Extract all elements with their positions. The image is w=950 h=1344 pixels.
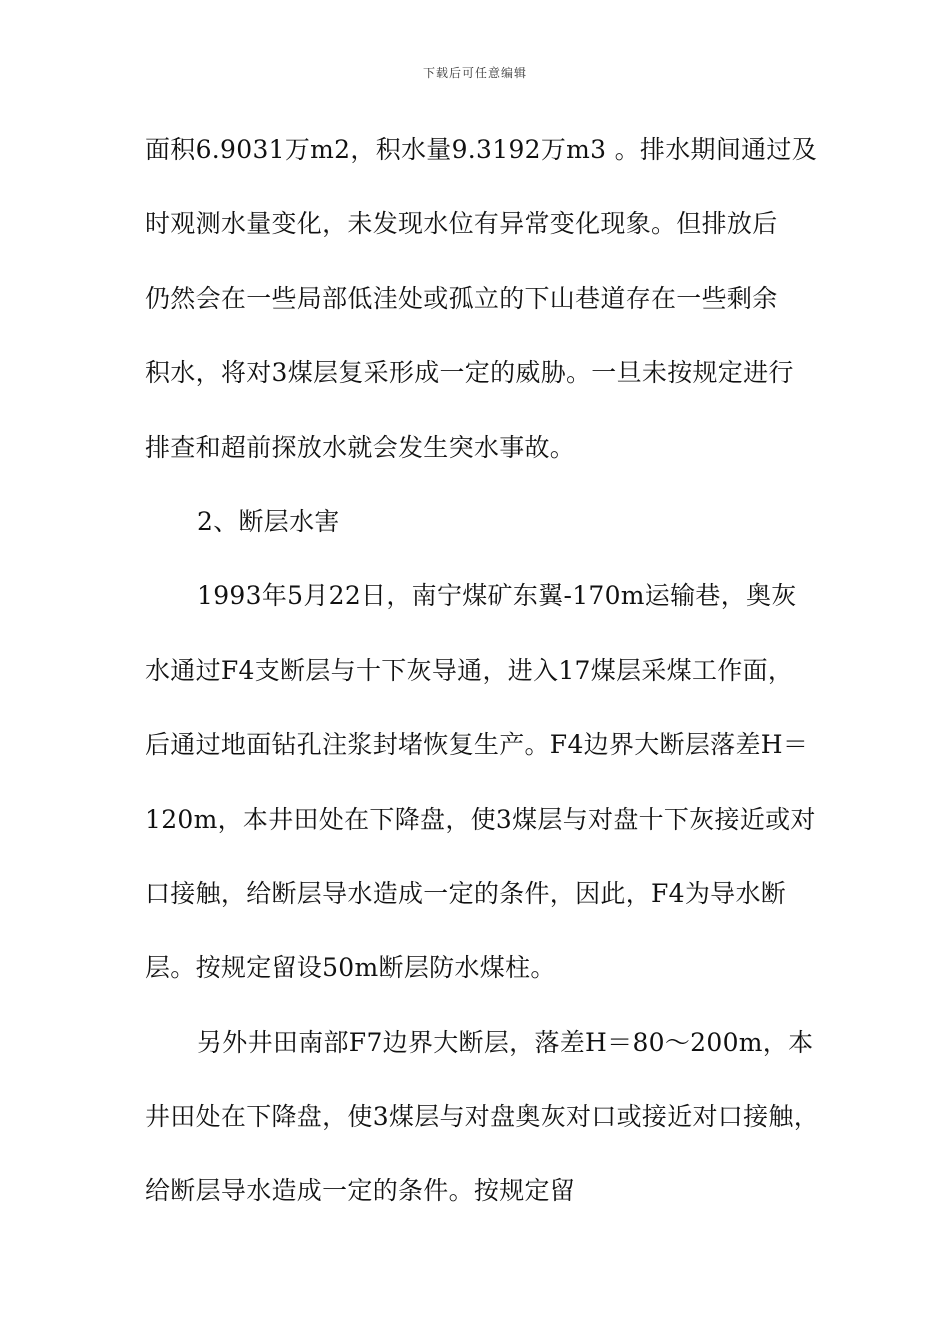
text-line: 后通过地面钻孔注浆封堵恢复生产。F4边界大断层落差H＝ <box>145 730 809 760</box>
text-line: 120m，本井田处在下降盘，使3煤层与对盘十下灰接近或对 <box>145 804 816 834</box>
text-line: 层。按规定留设50m断层防水煤柱。 <box>145 953 556 983</box>
text-line: 仍然会在一些局部低洼处或孤立的下山巷道存在一些剩余 <box>145 283 778 313</box>
text-line: 另外井田南部F7边界大断层，落差H＝80～200m，本 <box>197 1027 814 1057</box>
text-line: 积水，将对3煤层复采形成一定的威胁。一旦未按规定进行 <box>145 358 794 388</box>
text-line: 井田处在下降盘，使3煤层与对盘奥灰对口或接近对口接触， <box>145 1102 820 1132</box>
text-line: 给断层导水造成一定的条件。按规定留 <box>145 1176 576 1206</box>
text-line: 时观测水量变化，未发现水位有异常变化现象。但排放后 <box>145 209 778 239</box>
text-line: 排查和超前探放水就会发生突水事故。 <box>145 432 576 462</box>
text-line: 面积6.9031万m2，积水量9.3192万m3 。排水期间通过及 <box>145 135 818 164</box>
body-text <box>145 128 835 1244</box>
text-line: 水通过F4支断层与十下灰导通，进入17煤层采煤工作面， <box>145 655 794 685</box>
text-line: 1993年5月22日，南宁煤矿东翼-170m运输巷，奥灰 <box>197 581 797 611</box>
text-line: 口接触，给断层导水造成一定的条件，因此，F4为导水断 <box>145 878 787 908</box>
page-header: 下载后可任意编辑 <box>422 66 527 80</box>
section-heading: 2、断层水害 <box>197 506 340 536</box>
